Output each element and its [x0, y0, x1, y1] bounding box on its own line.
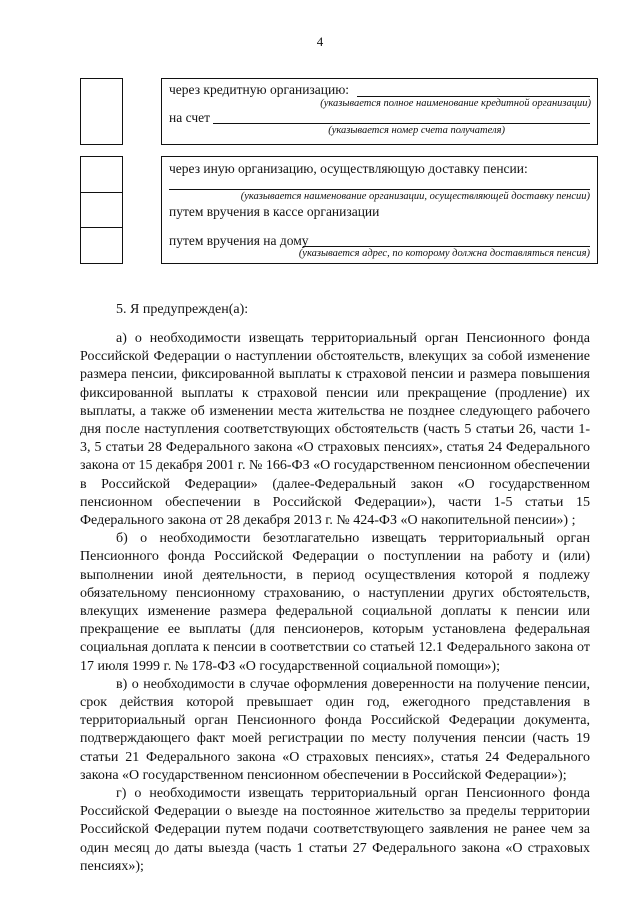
credit-org-hint: (указывается полное наименование кредитной организации) [320, 98, 591, 109]
cashier-label: путем вручения в кассе организации [169, 204, 380, 219]
home-label: путем вручения на дому [169, 233, 309, 248]
account-hint: (указывается номер счета получателя) [328, 125, 505, 136]
section-body [80, 330, 590, 876]
section-title: 5. Я предупрежден(а): [116, 302, 249, 317]
page-number: 4 [316, 34, 324, 49]
credit-org-field[interactable] [357, 96, 590, 97]
account-label: на счет [169, 110, 210, 125]
home-address-field[interactable] [303, 246, 590, 247]
other-org-checkbox[interactable] [81, 157, 122, 193]
other-org-label: через иную организацию, осуществляющую доставку пенсии: [169, 161, 528, 176]
credit-org-label: через кредитную организацию: [169, 82, 350, 97]
credit-org-checkbox[interactable] [80, 78, 123, 145]
account-field[interactable] [213, 123, 590, 124]
home-hint: (указывается адрес, по которому должна доставляться пенсия) [298, 248, 590, 259]
paragraph-v: в) о необходимости в случае оформления доверенности на получение пенсии, срок действия которой превышает один год, ежегодного представления в территориальный орган Пенсионного фонда Российской Федерации документа, подтверждающего факт моей регистрации по месту получения пенсии (часть 19 статьи 21 Федерального закона «О страховых пенсиях», статья 24 Федерального закона «О государственном пенсионном обеспечении в Российской Федерации»); [80, 676, 590, 783]
paragraph-g: г) о необходимости извещать территориальный орган Пенсионного фонда Российской Федерации о выезде на постоянное жительство за пределы территории Российской Федерации путем подачи соответствующего заявления не ранее чем за один месяц до даты выезда (часть 1 статьи 27 Федерального закона «О страховых пенсиях»); [80, 786, 590, 874]
paragraph-a: а) о необходимости извещать территориальный орган Пенсионного фонда Российской Федерации о наступлении обстоятельств, влекущих за собой изменение размера пенсии, фиксированной выплаты к страховой пенсии и размера повышения фиксированной выплаты к страховой пенсии или прекращение (продление) их выплаты, а также об изменении места жительства не позднее следующего рабочего дня после наступления соответствующих обстоятельств (часть 5 статьи 26, части 1-3, 5 статьи 28 Федерального закона «О страховых пенсиях», статья 24 Федерального закона от 15 декабря 2001 г. № 166-ФЗ «О государственном пенсионном обеспечении в Российской Федерации» (далее-Федеральный закон «О государственном пенсионном обеспечении в Российской Федерации»), части 1-5 статьи 15 Федерального закона от 28 декабря 2013 г. № 424-ФЗ «О накопительной пенсии») ; [80, 331, 590, 529]
other-org-hint: (указывается наименование организации, осуществляющей доставку пенсии) [240, 191, 590, 202]
home-checkbox[interactable] [81, 228, 122, 263]
delivery-checkbox-stack [80, 156, 123, 264]
other-org-field[interactable] [169, 189, 590, 190]
paragraph-b: б) о необходимости безотлагательно извещать территориальный орган Пенсионного фонда Российской Федерации о поступлении на работу и (или) выполнении иной деятельности, в период осуществления которой я подлежу обязательному пенсионному страхованию, о наступлении других обстоятельств, влекущих изменение размера федеральной социальной доплаты к пенсии или прекращение ее выплаты (для пенсионеров, которым установлена федеральная социальная доплата к пенсии в соответствии со статьей 12.1 Федерального закона от 17 июля 1999 г. № 178-ФЗ «О государственной социальной помощи»); [80, 531, 590, 674]
cashier-checkbox[interactable] [81, 193, 122, 229]
